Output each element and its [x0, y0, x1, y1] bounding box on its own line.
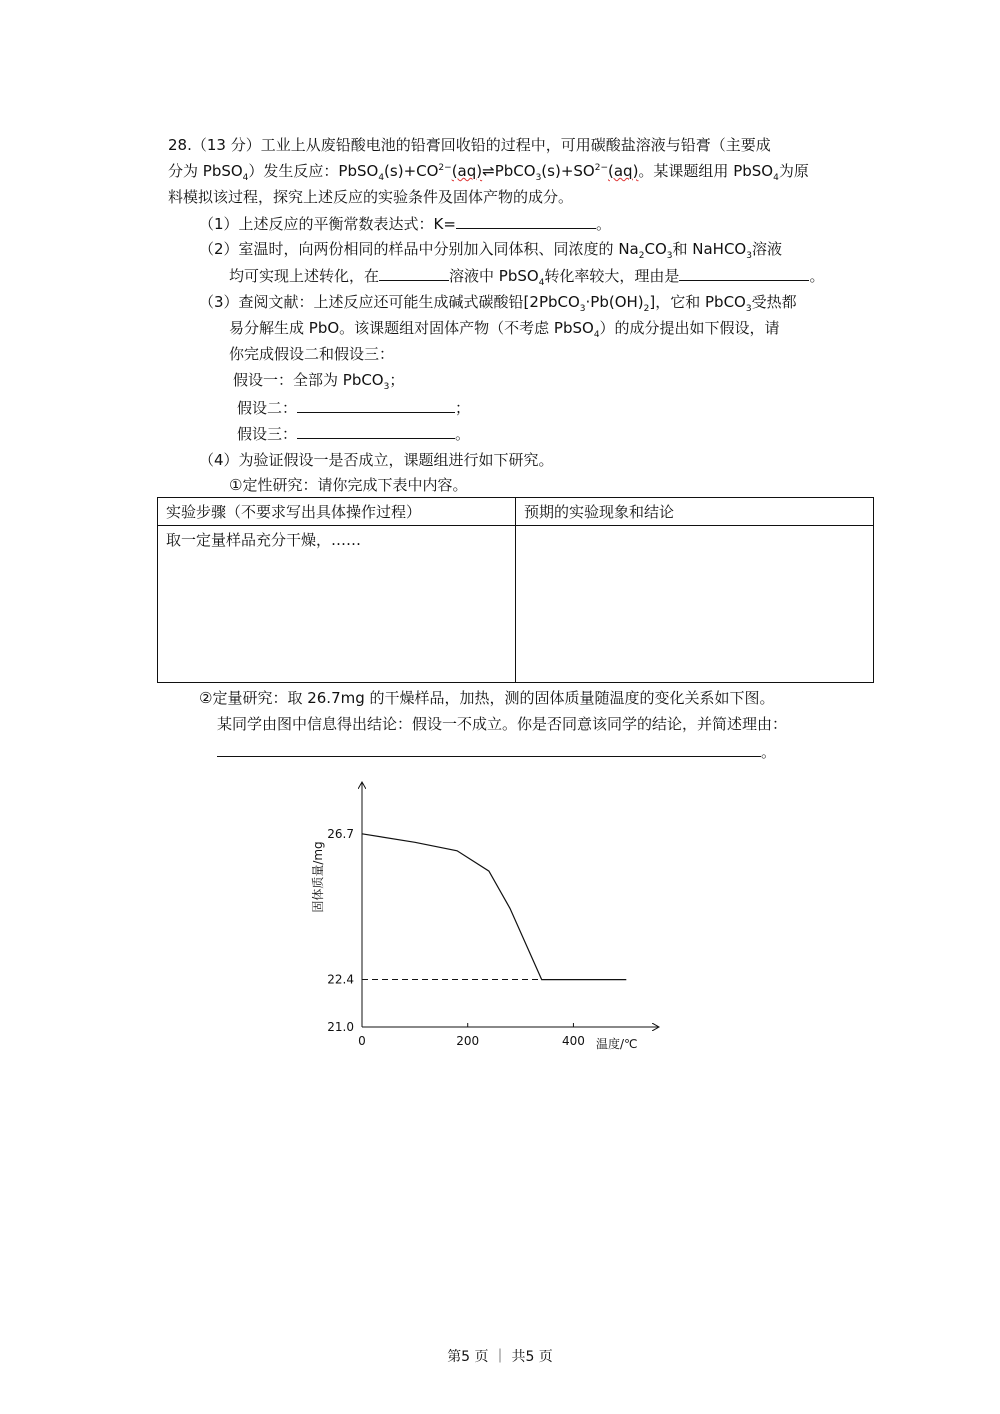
table-header-steps: 实验步骤（不要求写出具体操作过程） [158, 498, 516, 526]
part4-qualitative: ①定性研究：请你完成下表中内容。 [229, 476, 468, 494]
answer-blank-k[interactable] [456, 213, 596, 229]
y-tick-label: 26.7 [327, 826, 354, 841]
part3-line3: 你完成假设二和假设三： [229, 345, 395, 363]
answer-blank-solution[interactable] [379, 265, 449, 281]
answer-blank-reason[interactable] [679, 265, 809, 281]
part4-conclusion-prompt: 某同学由图中信息得出结论：假设一不成立。你是否同意该同学的结论，并简述理由： [217, 715, 788, 733]
q28-head: 28.（13 分）工业上从废铅酸电池的铅膏回收铅的过程中，可用碳酸盐溶液与铅膏（主要成 [168, 136, 771, 154]
y-axis-label: 固体质量/mg [311, 841, 325, 913]
experiment-table [157, 497, 874, 683]
x-tick-label: 200 [456, 1034, 480, 1048]
q28-intro-end: 料模拟该过程，探究上述反应的实验条件及固体产物的成分。 [168, 188, 574, 206]
page-footer: 第5 页 ｜ 共5 页 [447, 1349, 553, 1365]
part4-quantitative: ②定量研究：取 26.7mg 的干燥样品，加热，测的固体质量随温度的变化关系如下图。 [199, 689, 775, 707]
answer-blank-conclusion[interactable] [217, 741, 761, 757]
part2-line1: （2）室温时，向两份相同的样品中分别加入同体积、同浓度的 $Na_2CO_3$和 NaHCO$_3$溶液 [199, 240, 782, 261]
equilibrium-arrow-icon: ⇌ [482, 162, 495, 180]
part3-line2: 易分解生成 PbO。该课题组对固体产物（不考虑 PbSO$_4$）的成分提出如下假设，请 [229, 319, 780, 340]
part4: （4）为验证假设一是否成立，课题组进行如下研究。 [199, 451, 554, 469]
part3-line1: （3）查阅文献：上述反应还可能生成碱式碳酸铅$[2PbCO_3\cdot Pb(OH)_2]$，它和 PbCO$_3$受热都 [199, 293, 797, 314]
hypothesis-3: 假设三： 。 [237, 425, 471, 443]
x-tick-label: 400 [561, 1034, 585, 1048]
answer-blank-hypothesis-2[interactable] [297, 397, 455, 413]
part4-conclusion-answer: 。 [217, 741, 776, 762]
mass-temperature-chart [290, 770, 690, 1065]
mass-curve [362, 834, 626, 980]
table-cell-steps[interactable]: 取一定量样品充分干燥，…… [158, 526, 516, 683]
part2-line2: 均可实现上述转化，在 溶液中 PbSO$_4$转化率较大，理由是 。 [229, 267, 825, 288]
y-tick-label: 21.0 [327, 1020, 354, 1034]
x-axis-label: 温度/℃ [596, 1037, 638, 1051]
part1: （1）上述反应的平衡常数表达式：K= 。 [199, 215, 611, 233]
x-tick-label: 0 [358, 1034, 366, 1048]
table-header-results: 预期的实验现象和结论 [516, 498, 874, 526]
answer-blank-hypothesis-3[interactable] [297, 423, 455, 439]
hypothesis-1: 假设一：全部为 PbCO$_3$； [233, 371, 405, 392]
table-cell-results[interactable] [516, 526, 874, 683]
q28-reaction-line: 分为 PbSO$_4$）发生反应：$PbSO_4(s)+CO^{2-}(aq)\rightleftharpoons PbCO_3(s)+SO^{2-}(aq)$。某课题组用 PbSO$_4$为原 [168, 162, 809, 183]
hypothesis-2: 假设二： ； [237, 399, 471, 417]
y-tick-label: 22.4 [327, 972, 354, 987]
